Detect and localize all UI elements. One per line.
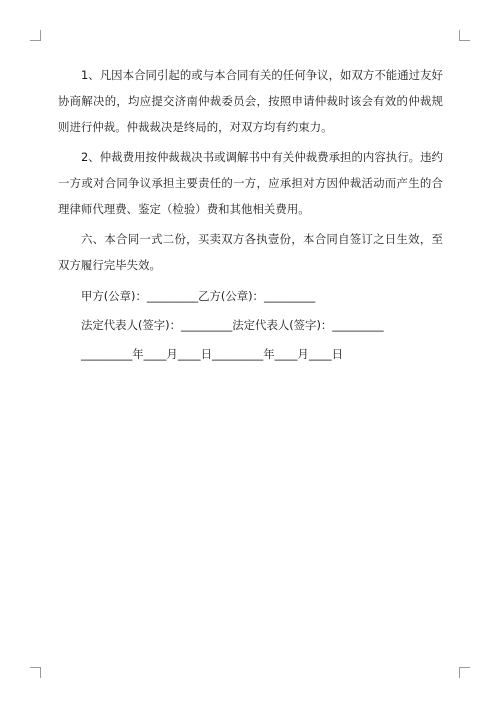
clause-arbitration: 1、凡因本合同引起的或与本合同有关的任何争议，如双方不能通过友好协商解决的，均应提交济南仲裁委员会，按照申请仲裁时该会有效的仲裁规则进行仲裁。仲裁裁决是终局的，对双方均有约束力。 <box>58 68 443 134</box>
representative-line: 法定代表人(签字)：_________法定代表人(签字)：_________ <box>81 318 384 332</box>
clause-arbitration-fees: 2、仲裁费用按仲裁裁决书或调解书中有关仲裁费承担的内容执行。违约一方或对合同争议承担主要责任的一方，应承担对方因仲裁活动而产生的合理律师代理费、鉴定（检验）费和其他相关费用。 <box>58 150 443 216</box>
seal-line: 甲方(公章)：_________乙方(公章)：_________ <box>81 289 316 303</box>
crop-mark-top-left <box>30 30 41 41</box>
document-body <box>58 62 443 369</box>
crop-mark-top-right <box>459 30 470 41</box>
crop-mark-bottom-right <box>459 667 470 678</box>
signature-block <box>58 282 443 369</box>
clause-copies-effect: 六、本合同一式二份，买卖双方各执壹份，本合同自签订之日生效，至双方履行完毕失效。 <box>58 232 443 272</box>
date-line: _________年____月____日_________年____月____日 <box>81 347 343 361</box>
crop-mark-bottom-left <box>30 667 41 678</box>
